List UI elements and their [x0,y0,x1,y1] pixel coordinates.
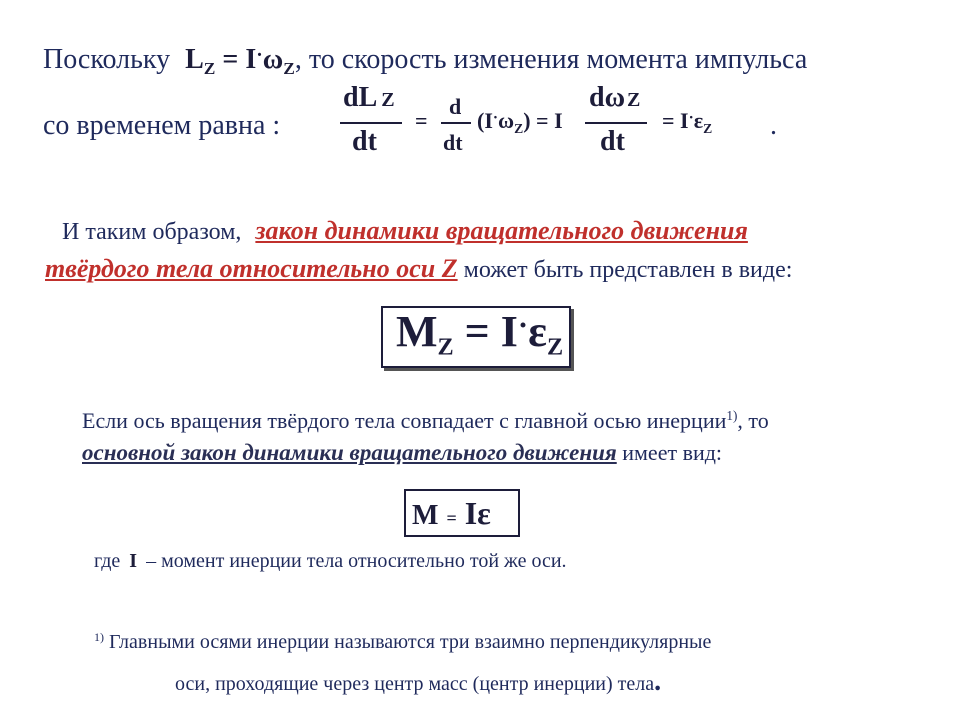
intro-word: Поскольку [43,44,171,75]
law-title-red-1: закон динамики вращательного движения [255,216,748,245]
line2-period: . [770,110,777,141]
lz-formula: $L_Z = I^\cdot\omega_Z$ [185,44,295,79]
paragraph-2-line-1: Если ось вращения твёрдого тела совпадает с главной осью инерции$^{1)}$, то [82,408,769,433]
basic-law-highlight: основной закон динамики вращательного движения [82,440,617,465]
f2-fraction-bar [441,122,471,124]
where-line: где I – момент инерции тела относительно той же оси. [94,550,567,572]
vector-formula: M = Iε [412,495,491,531]
f3-denominator: dt [600,126,625,157]
f1-denominator: dt [352,126,377,157]
f1-numerator: dL Z [343,82,395,113]
f3-fraction-bar [585,122,647,124]
paragraph-1-line-2 [45,254,792,284]
intro-rest: , то скорость изменения момента импульса [294,44,808,75]
eq-sign-2: = $I^\cdot\varepsilon_Z$ [662,108,713,136]
paragraph-1-tail: может быть представлен в виде: [463,257,793,283]
footnote-line-2: оси, проходящие через центр масс (центр инерции) тела. [175,666,662,697]
law-title-red-2: твёрдого тела относительно оси Z [45,254,458,283]
paragraph-2-line-2 [82,440,722,466]
f3-numerator: dω Z [589,82,641,113]
f2-numerator: d [449,94,462,119]
paragraph-1-line-1 [62,216,748,246]
f2-denominator: dt [443,130,463,155]
main-formula: $M_Z = I^\cdot\varepsilon_Z$ [396,307,564,361]
intro-line-1 [43,44,807,79]
paren-expression: $(I^\cdot\omega_Z) = I$ [477,108,563,136]
eq-sign-1: = [415,108,428,133]
footnote-line-1: $^{1)}$ Главными осями инерции называются три взаимно перпендикулярные [94,630,712,654]
f1-fraction-bar [340,122,402,124]
paragraph-2-tail: имеет вид: [622,440,723,465]
paragraph-1-intro: И таким образом, [62,219,242,245]
intro-line-2: со временем равна : [43,110,281,141]
